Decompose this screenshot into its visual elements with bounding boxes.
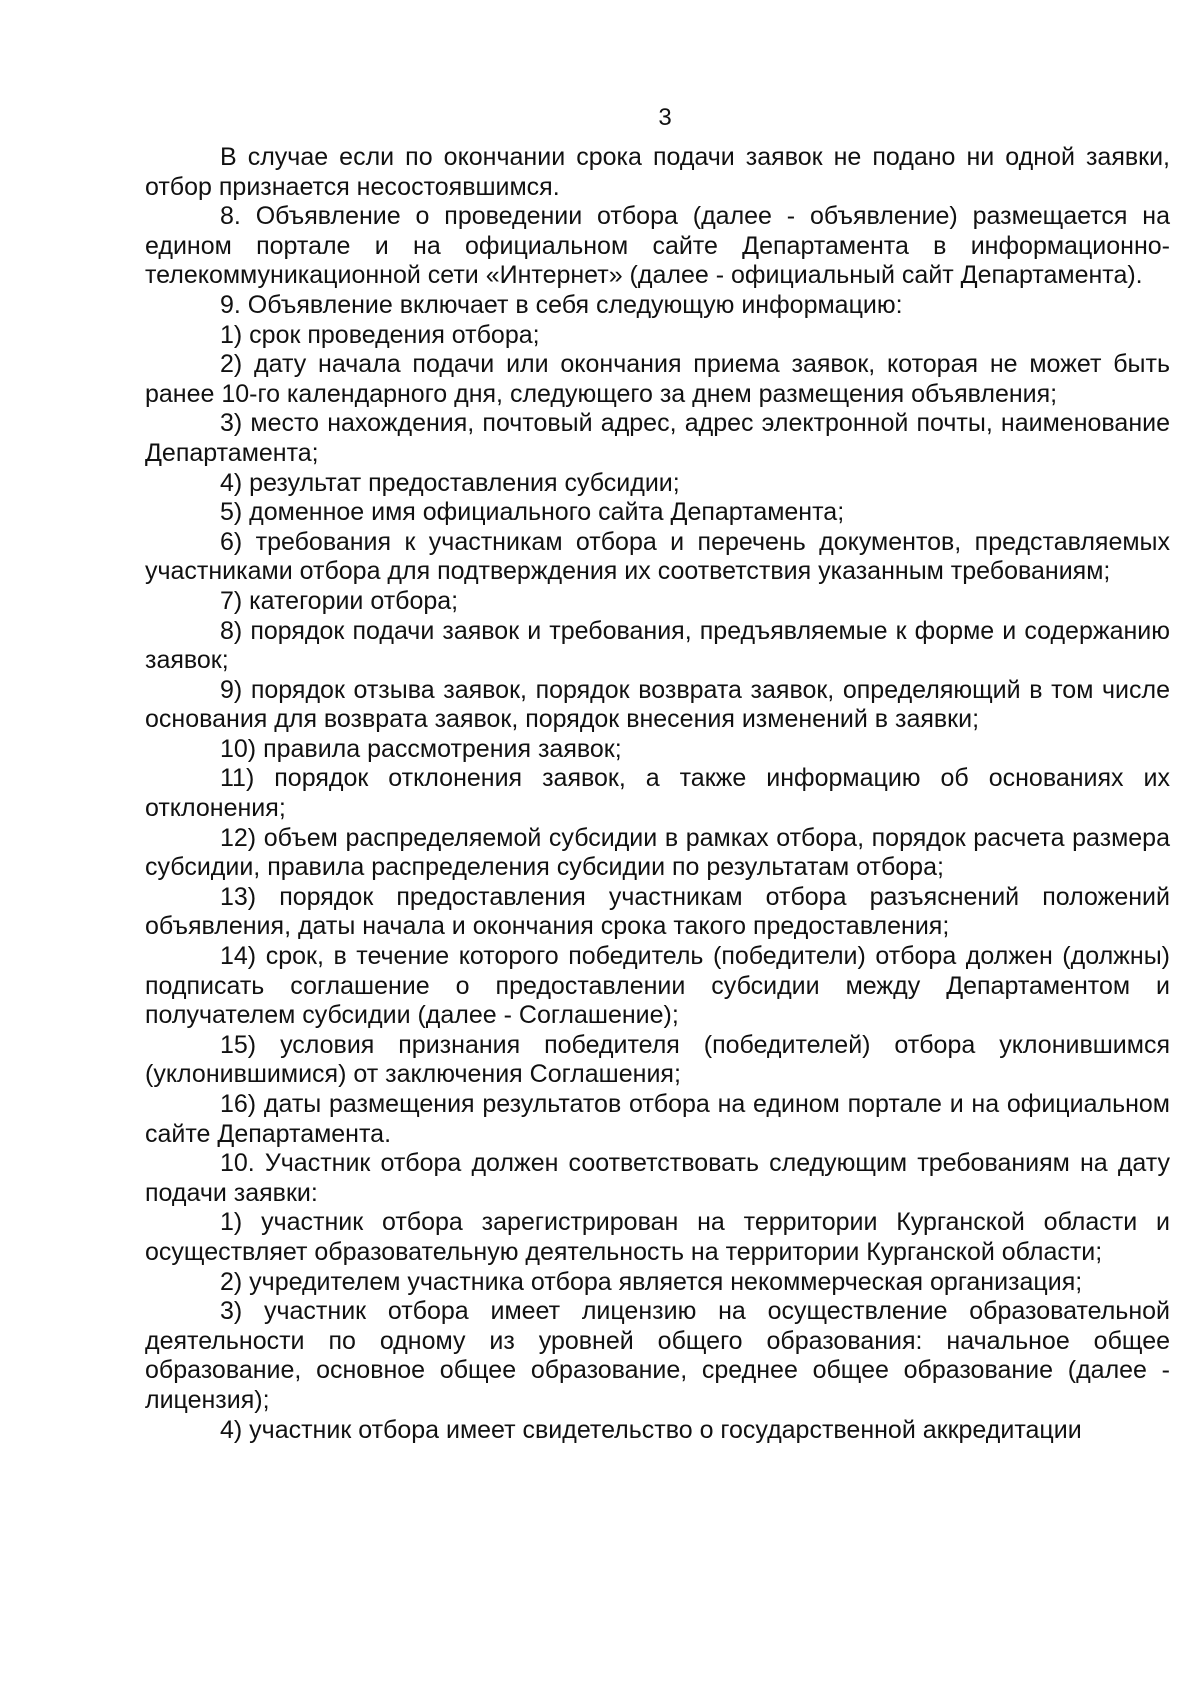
list-item-9-15: 15) условия признания победителя (победителей) отбора уклонившимся (уклонившимися) от заключения Соглашения;	[145, 1030, 1170, 1089]
list-item-9-16: 16) даты размещения результатов отбора на едином портале и на официальном сайте Департамента.	[145, 1090, 1170, 1148]
list-item-9-5: 5) доменное имя официального сайта Департамента;	[220, 498, 845, 527]
list-item-9-3: 3) место нахождения, почтовый адрес, адрес электронной почты, наименование Департамента;	[145, 409, 1170, 467]
list-item-10-4: 4) участник отбора имеет свидетельство о государственной аккредитации	[220, 1415, 1082, 1444]
list-item-9-7: 7) категории отбора;	[220, 586, 459, 615]
list-item-9-13: 13) порядок предоставления участникам отбора разъяснений положений объявления, даты начала и окончания срока такого предоставления;	[145, 882, 1170, 941]
list-item-9-8: 8) порядок подачи заявок и требования, предъявляемые к форме и содержанию заявок;	[145, 616, 1170, 675]
paragraph-9-announcement-contents: 9. Объявление включает в себя следующую информацию:	[220, 290, 903, 319]
list-item-10-2: 2) учредителем участника отбора является некоммерческая организация;	[220, 1267, 1083, 1296]
paragraph-8-announcement: 8. Объявление о проведении отбора (далее - объявление) размещается на едином портале и на официальном сайте Департамента в информационно-телекоммуникационной сети «Интернет» (далее - официальный сайт Департамента).	[145, 202, 1170, 290]
list-item-9-12: 12) объем распределяемой субсидии в рамках отбора, порядок расчета размера субсидии, правила распределения субсидии по результатам отбора;	[145, 823, 1170, 882]
list-item-9-10: 10) правила рассмотрения заявок;	[220, 734, 622, 763]
list-item-9-4: 4) результат предоставления субсидии;	[220, 468, 680, 497]
paragraph-10-requirements: 10. Участник отбора должен соответствовать следующим требованиям на дату подачи заявки:	[145, 1149, 1170, 1207]
document-body	[145, 143, 1170, 1445]
list-item-9-6: 6) требования к участникам отбора и перечень документов, представляемых участниками отбора для подтверждения их соответствия указанным требованиям;	[145, 527, 1170, 586]
list-item-9-1: 1) срок проведения отбора;	[220, 320, 540, 349]
list-item-10-1: 1) участник отбора зарегистрирован на территории Курганской области и осуществляет образовательную деятельность на территории Курганской области;	[145, 1208, 1170, 1266]
list-item-9-11: 11) порядок отклонения заявок, а также информацию об основаниях их отклонения;	[145, 764, 1170, 823]
list-item-9-14: 14) срок, в течение которого победитель (победители) отбора должен (должны) подписать соглашение о предоставлении субсидии между Департаментом и получателем субсидии (далее - Соглашение);	[145, 942, 1170, 1030]
paragraph-no-applications: В случае если по окончании срока подачи заявок не подано ни одной заявки, отбор признается несостоявшимся.	[145, 143, 1170, 201]
list-item-10-3: 3) участник отбора имеет лицензию на осуществление образовательной деятельности по одному из уровней общего образования: начальное общее образование, основное общее образование, среднее общее образование (далее - лицензия);	[145, 1297, 1170, 1414]
page-number: 3	[658, 104, 672, 131]
list-item-9-2: 2) дату начала подачи или окончания приема заявок, которая не может быть ранее 10-го календарного дня, следующего за днем размещения объявления;	[145, 350, 1170, 408]
list-item-9-9: 9) порядок отзыва заявок, порядок возврата заявок, определяющий в том числе основания для возврата заявок, порядок внесения изменений в заявки;	[145, 675, 1170, 734]
